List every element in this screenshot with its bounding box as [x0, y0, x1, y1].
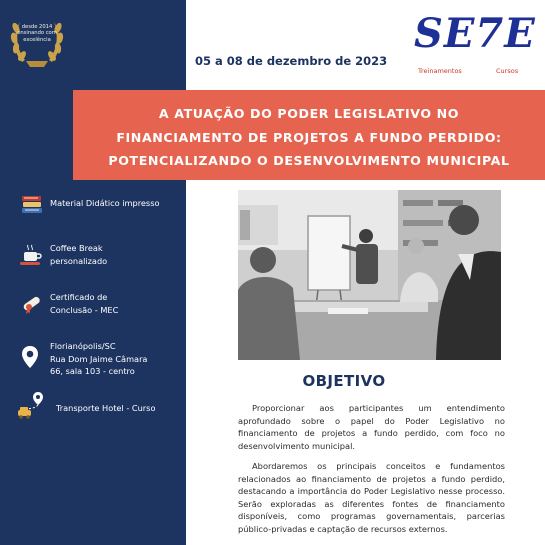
- feature-label-line: Conclusão - MEC: [50, 304, 119, 315]
- logo-wordmark: SE7E: [414, 10, 536, 57]
- meeting-photo: [238, 190, 501, 360]
- badge-text-line: desde 2014: [21, 24, 53, 30]
- objective-paragraph: Proporcionar aos participantes um entendimento aprofundado sobre o papel do Poder Legislativo no financiamento de projetos a fundo perdido, com foco no desenvolvimento municipal.: [238, 403, 505, 451]
- objective-heading: OBJETIVO: [302, 372, 386, 390]
- se7e-logo: [412, 4, 537, 84]
- transport-icon: [16, 390, 46, 420]
- sidebar-panel: [0, 0, 186, 545]
- coffee-icon: [20, 243, 44, 267]
- laurel-badge: [8, 6, 66, 68]
- feature-label-line: Certificado de: [50, 292, 108, 302]
- objective-paragraph: Abordaremos os principais conceitos e fundamentos relacionados ao financiamento de projetos a fundo perdido, destacando a importância do Poder Legislativo nesse processo. Serão exploradas as diferentes fontes de financiamento disponíveis, como programas governamentais, parcerias público-privadas e captação de recursos externos.: [238, 461, 505, 534]
- feature-label-line: 66, sala 103 - centro: [50, 366, 135, 376]
- logo-subtitle-left: Treinamentos: [418, 67, 462, 75]
- title-banner: [73, 90, 545, 180]
- title-line: A ATUAÇÃO DO PODER LEGISLATIVO NO: [158, 106, 460, 121]
- badge-text-line: excelência: [23, 36, 51, 43]
- books-icon: [20, 193, 44, 217]
- event-date: 05 a 08 de dezembro de 2023: [195, 54, 388, 68]
- title-line: POTENCIALIZANDO O DESENVOLVIMENTO MUNICIPAL: [108, 153, 510, 168]
- badge-text-line: ensinando com: [17, 30, 57, 37]
- feature-label-line: Transporte Hotel - Curso: [56, 403, 156, 413]
- feature-label-line: Coffee Break: [50, 243, 103, 253]
- diploma-icon: [20, 292, 44, 316]
- feature-label-line: Material Didático impresso: [50, 198, 160, 208]
- feature-label-line: Rua Dom Jaime Câmara: [50, 353, 148, 364]
- feature-label-line: personalizado: [50, 255, 108, 266]
- location-pin-icon: [18, 345, 42, 369]
- logo-subtitle-right: Cursos: [496, 67, 519, 75]
- feature-label-line: Florianópolis/SC: [50, 341, 116, 351]
- title-line: FINANCIAMENTO DE PROJETOS A FUNDO PERDIDO:: [116, 130, 502, 145]
